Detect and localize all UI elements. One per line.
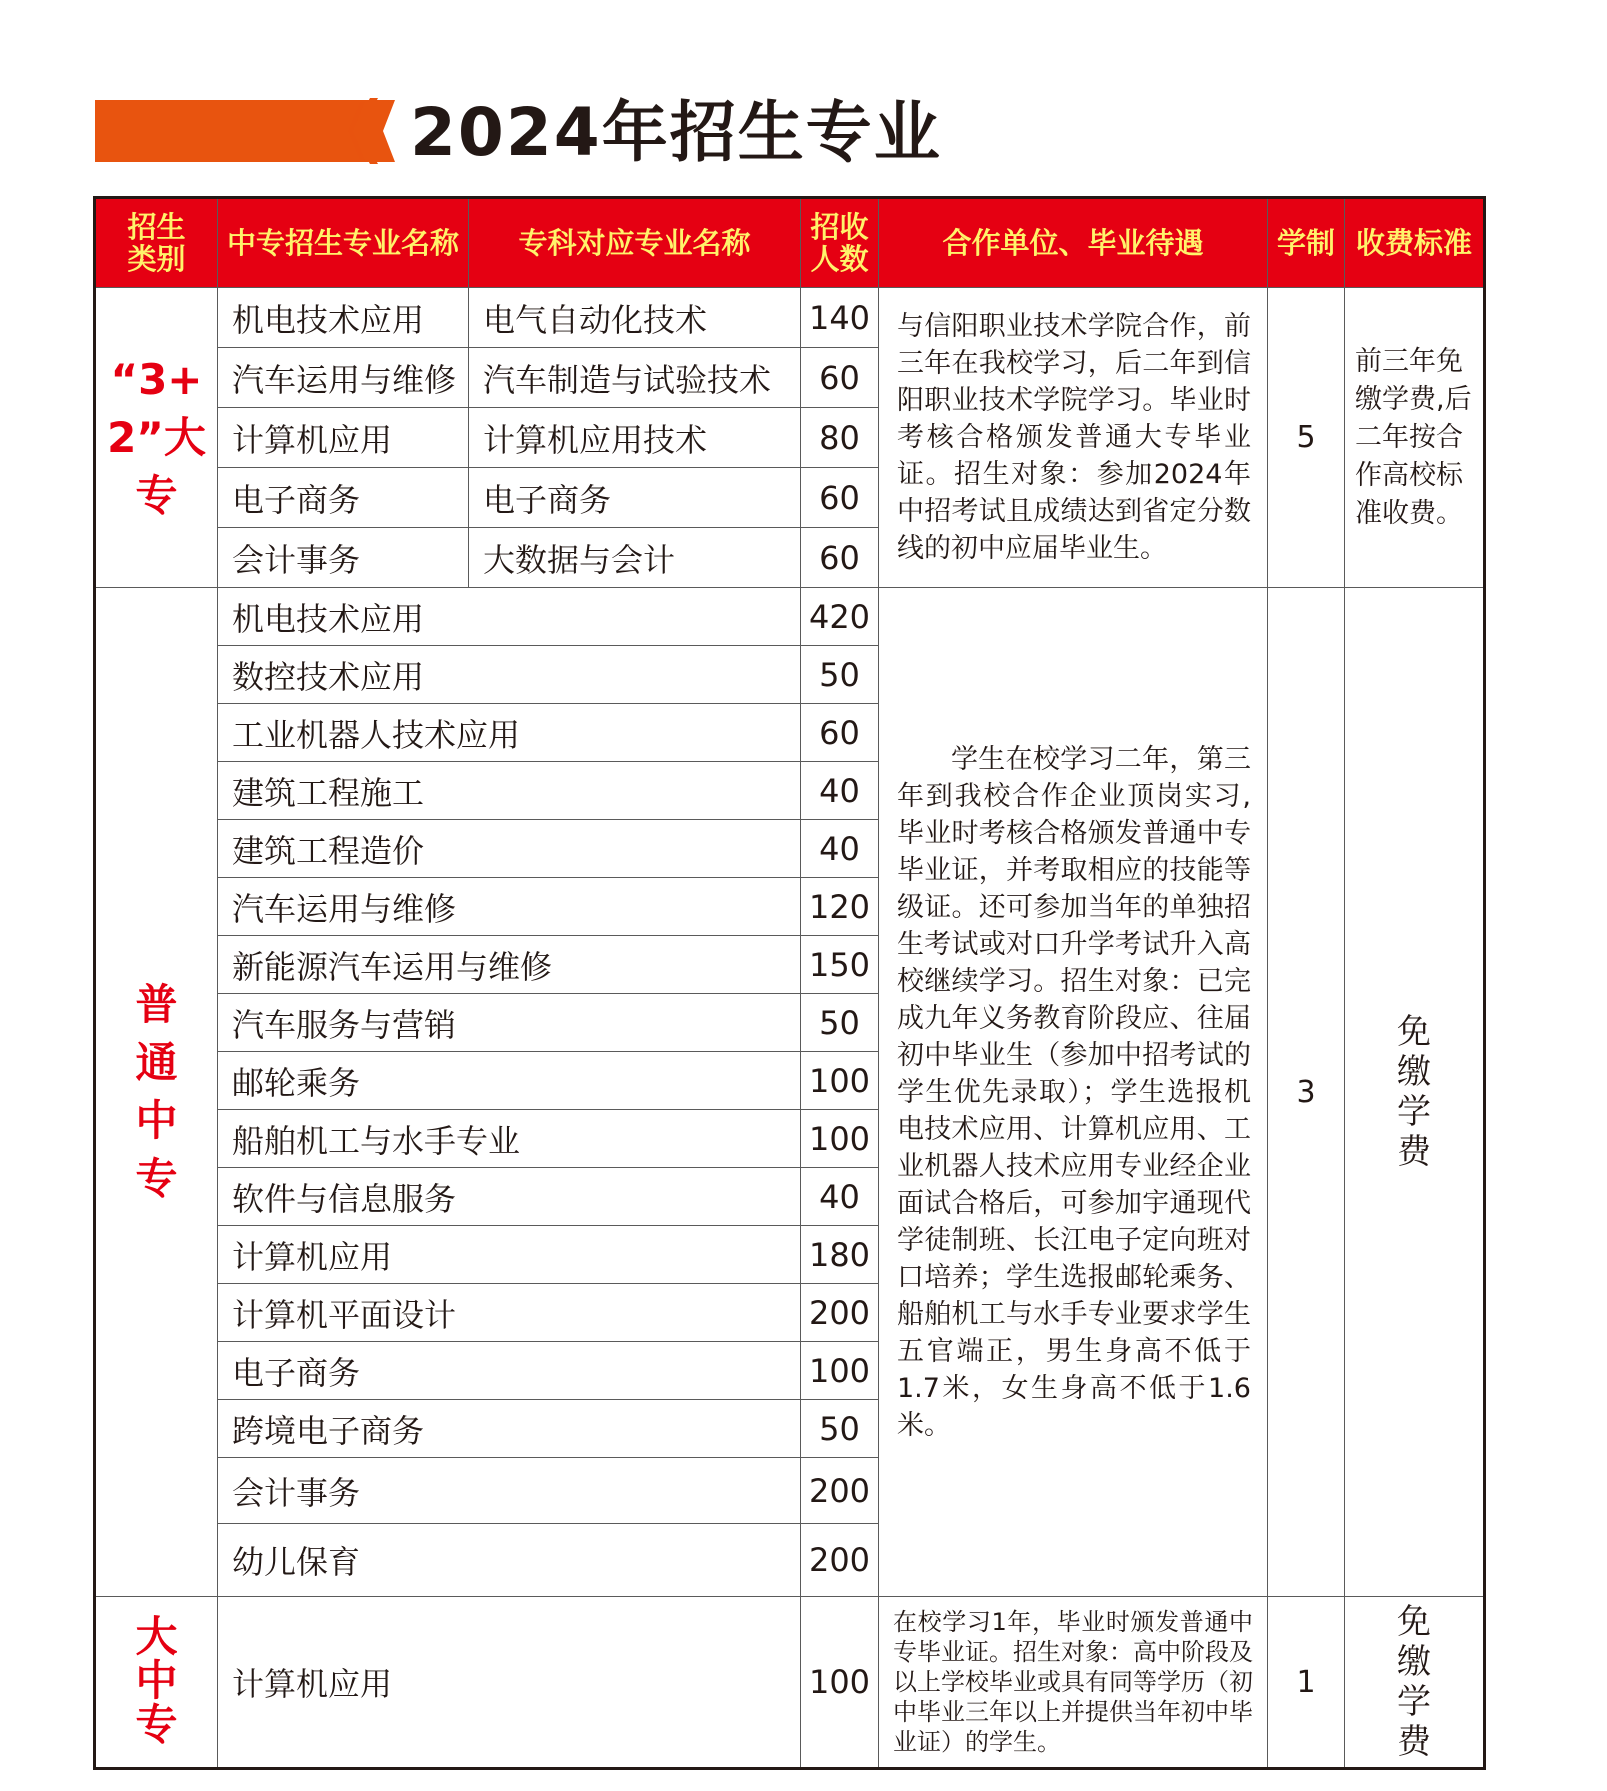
double-chevron-left-icon — [348, 98, 378, 164]
cooperation-dazhong: 在校学习1年，毕业时颁发普通中专毕业证。招生对象：高中阶段及以上学校毕业或具有同等学历（初中毕业三年以上并提供当年初中毕业证）的学生。 — [879, 1597, 1268, 1769]
quota-cell: 50 — [801, 994, 879, 1052]
quota-cell: 100 — [801, 1597, 879, 1769]
table-row — [95, 588, 1485, 646]
zhongzhuan-major-cell: 计算机应用 — [218, 408, 469, 468]
quota-cell: 50 — [801, 1400, 879, 1458]
cooperation-3plus2: 与信阳职业技术学院合作，前三年在我校学习，后二年到信阳职业技术学院学习。毕业时考核合格颁发普通大专毕业证。招生对象：参加2024年中招考试且成绩达到省定分数线的初中应届毕业生。 — [879, 288, 1268, 588]
quota-cell: 100 — [801, 1342, 879, 1400]
major-cell: 计算机应用 — [218, 1597, 801, 1769]
major-cell: 计算机应用 — [218, 1226, 801, 1284]
fee-dazhong: 免缴学费 — [1345, 1597, 1485, 1769]
zhongzhuan-major-cell: 机电技术应用 — [218, 288, 469, 348]
table-header-row — [95, 198, 1485, 288]
major-cell: 工业机器人技术应用 — [218, 704, 801, 762]
zhuanke-major-cell: 计算机应用技术 — [469, 408, 801, 468]
quota-cell: 120 — [801, 878, 879, 936]
quota-cell: 60 — [801, 704, 879, 762]
table-row — [95, 1597, 1485, 1769]
zhongzhuan-major-cell: 电子商务 — [218, 468, 469, 528]
quota-cell: 420 — [801, 588, 879, 646]
quota-cell: 80 — [801, 408, 879, 468]
major-cell: 建筑工程施工 — [218, 762, 801, 820]
quota-cell: 60 — [801, 348, 879, 408]
header-years: 学制 — [1268, 198, 1345, 288]
quota-cell: 100 — [801, 1110, 879, 1168]
zhongzhuan-major-cell: 会计事务 — [218, 528, 469, 588]
major-cell: 汽车服务与营销 — [218, 994, 801, 1052]
quota-cell: 140 — [801, 288, 879, 348]
major-cell: 软件与信息服务 — [218, 1168, 801, 1226]
quota-cell: 200 — [801, 1458, 879, 1524]
years-3plus2: 5 — [1268, 288, 1345, 588]
quota-cell: 40 — [801, 762, 879, 820]
header-zhongzhuan-major: 中专招生专业名称 — [218, 198, 469, 288]
major-cell: 邮轮乘务 — [218, 1052, 801, 1110]
years-dazhong: 1 — [1268, 1597, 1345, 1769]
quota-cell: 40 — [801, 820, 879, 878]
header-quota: 招收人数 — [801, 198, 879, 288]
quota-cell: 40 — [801, 1168, 879, 1226]
quota-cell: 100 — [801, 1052, 879, 1110]
zhuanke-major-cell: 电气自动化技术 — [469, 288, 801, 348]
major-cell: 机电技术应用 — [218, 588, 801, 646]
fee-putong: 免缴学费 — [1345, 588, 1485, 1597]
quota-cell: 50 — [801, 646, 879, 704]
page-title: 2024年招生专业 — [410, 94, 942, 171]
header-fee: 收费标准 — [1345, 198, 1485, 288]
quota-cell: 60 — [801, 528, 879, 588]
major-cell: 船舶机工与水手专业 — [218, 1110, 801, 1168]
quota-cell: 60 — [801, 468, 879, 528]
quota-cell: 180 — [801, 1226, 879, 1284]
quota-cell: 200 — [801, 1524, 879, 1597]
zhuanke-major-cell: 汽车制造与试验技术 — [469, 348, 801, 408]
quota-cell: 150 — [801, 936, 879, 994]
category-dazhong: 大中专 — [95, 1597, 218, 1769]
major-cell: 汽车运用与维修 — [218, 878, 801, 936]
zhongzhuan-major-cell: 汽车运用与维修 — [218, 348, 469, 408]
cooperation-putong: 学生在校学习二年，第三年到我校合作企业顶岗实习,毕业时考核合格颁发普通中专毕业证，并考取相应的技能等级证。还可参加当年的单独招生考试或对口升学考试升入高校继续学习。招生对象：已完成九年义务教育阶段应、往届初中毕业生（参加中招考试的学生优先录取）；学生选报机电技术应用、计算机应用、工业机器人技术应用专业经企业面试合格后，可参加宇通现代学徒制班、长江电子定向班对口培养；学生选报邮轮乘务、船舶机工与水手专业要求学生五官端正，男生身高不低于1.7米，女生身高不低于1.6米。 — [879, 588, 1268, 1597]
enrollment-table — [93, 196, 1486, 1770]
category-putong: 普通中专 — [95, 588, 218, 1597]
major-cell: 数控技术应用 — [218, 646, 801, 704]
major-cell: 会计事务 — [218, 1458, 801, 1524]
header-cooperation: 合作单位、毕业待遇 — [879, 198, 1268, 288]
major-cell: 幼儿保育 — [218, 1524, 801, 1597]
years-putong: 3 — [1268, 588, 1345, 1597]
fee-3plus2: 前三年免缴学费,后二年按合作高校标准收费。 — [1345, 288, 1485, 588]
header-zhuanke-major: 专科对应专业名称 — [469, 198, 801, 288]
zhuanke-major-cell: 大数据与会计 — [469, 528, 801, 588]
major-cell: 电子商务 — [218, 1342, 801, 1400]
major-cell: 建筑工程造价 — [218, 820, 801, 878]
header-category: 招生类别 — [95, 198, 218, 288]
major-cell: 计算机平面设计 — [218, 1284, 801, 1342]
major-cell: 新能源汽车运用与维修 — [218, 936, 801, 994]
zhuanke-major-cell: 电子商务 — [469, 468, 801, 528]
category-3plus2: “3+2”大专 — [95, 288, 218, 588]
table-row — [95, 288, 1485, 348]
quota-cell: 200 — [801, 1284, 879, 1342]
major-cell: 跨境电子商务 — [218, 1400, 801, 1458]
